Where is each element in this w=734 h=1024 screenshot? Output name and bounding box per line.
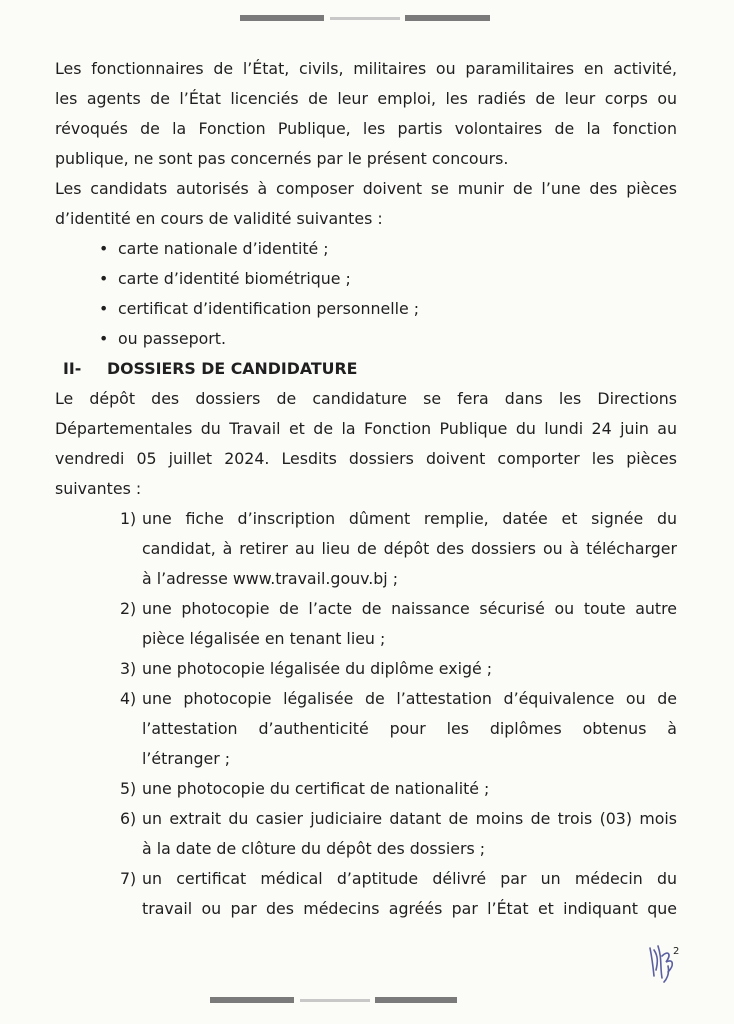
page-number: 2 bbox=[673, 946, 680, 957]
text-line: l’attestation d’authenticité pour les diplômes obtenus à bbox=[142, 719, 677, 738]
text-line: une photocopie de l’acte de naissance sécurisé ou toute autre bbox=[142, 599, 677, 618]
list-item bbox=[55, 684, 677, 774]
text-line: un extrait du casier judiciaire datant de moins de trois (03) mois bbox=[142, 809, 677, 828]
list-item: • ou passeport. bbox=[55, 324, 677, 354]
signature-initials bbox=[644, 936, 692, 984]
text-line: Départementales du Travail et de la Fonction Publique du lundi 24 juin au bbox=[55, 419, 677, 438]
text-line: une photocopie légalisée du diplôme exigé ; bbox=[142, 659, 493, 678]
list-item bbox=[55, 654, 677, 684]
bullet-icon: • bbox=[99, 239, 109, 258]
paragraph-deposit bbox=[55, 384, 677, 504]
text-line: les agents de l’État licenciés de leur emploi, les radiés de leur corps ou bbox=[55, 89, 677, 108]
list-item bbox=[55, 504, 677, 594]
text-line: Les candidats autorisés à composer doivent se munir de l’une des pièces bbox=[55, 179, 677, 198]
paragraph-id-requirement bbox=[55, 174, 677, 234]
text-line: candidat, à retirer au lieu de dépôt des dossiers ou à télécharger bbox=[142, 539, 677, 558]
text-line: Le dépôt des dossiers de candidature se fera dans les Directions bbox=[55, 389, 677, 408]
text-line: une photocopie du certificat de nationalité ; bbox=[142, 779, 490, 798]
item-number: 3) bbox=[120, 659, 137, 678]
text-line: Les fonctionnaires de l’État, civils, militaires ou paramilitaires en activité, bbox=[55, 59, 677, 78]
bullet-icon: • bbox=[99, 299, 109, 318]
text-line: l’étranger ; bbox=[142, 749, 231, 768]
text-line: d’identité en cours de validité suivantes : bbox=[55, 209, 383, 228]
list-item bbox=[55, 774, 677, 804]
list-item: • carte nationale d’identité ; bbox=[55, 234, 677, 264]
text-line: une photocopie légalisée de l’attestation d’équivalence ou de bbox=[142, 689, 677, 708]
list-item bbox=[55, 804, 677, 864]
item-number: 1) bbox=[120, 509, 137, 528]
document-body bbox=[55, 54, 677, 924]
footer-decoration bbox=[0, 994, 734, 1006]
text-line: un certificat médical d’aptitude délivré par un médecin du bbox=[142, 869, 677, 888]
list-item: • carte d’identité biométrique ; bbox=[55, 264, 677, 294]
text-line: suivantes : bbox=[55, 479, 142, 498]
text-line: à l’adresse www.travail.gouv.bj ; bbox=[142, 569, 399, 588]
required-pieces-list bbox=[55, 504, 677, 924]
bullet-icon: • bbox=[99, 269, 109, 288]
list-item bbox=[55, 864, 677, 924]
section-heading bbox=[55, 354, 677, 384]
section-title: DOSSIERS DE CANDIDATURE bbox=[107, 359, 358, 378]
text-line: révoqués de la Fonction Publique, les partis volontaires de la fonction bbox=[55, 119, 677, 138]
item-number: 5) bbox=[120, 779, 137, 798]
item-number: 2) bbox=[120, 599, 137, 618]
item-number: 7) bbox=[120, 869, 137, 888]
text-line: publique, ne sont pas concernés par le présent concours. bbox=[55, 149, 509, 168]
list-item: • certificat d’identification personnelle ; bbox=[55, 294, 677, 324]
text-line: travail ou par des médecins agréés par l’État et indiquant que bbox=[142, 899, 677, 918]
text-line: vendredi 05 juillet 2024. Lesdits dossiers doivent comporter les pièces bbox=[55, 449, 677, 468]
item-number: 4) bbox=[120, 689, 137, 708]
id-documents-list bbox=[55, 234, 677, 354]
text-line: pièce légalisée en tenant lieu ; bbox=[142, 629, 386, 648]
section-number: II- bbox=[63, 359, 82, 378]
text-line: à la date de clôture du dépôt des dossiers ; bbox=[142, 839, 486, 858]
item-number: 6) bbox=[120, 809, 137, 828]
paragraph-exclusions bbox=[55, 54, 677, 174]
bullet-icon: • bbox=[99, 329, 109, 348]
list-item bbox=[55, 594, 677, 654]
header-decoration bbox=[0, 12, 734, 24]
text-line: une fiche d’inscription dûment remplie, datée et signée du bbox=[142, 509, 677, 528]
